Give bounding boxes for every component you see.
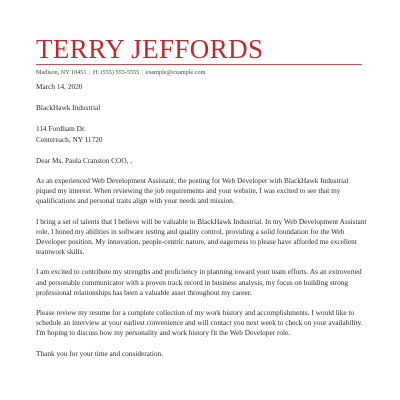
letter-body [36, 82, 368, 359]
header-divider [36, 64, 362, 65]
paragraph-closing-request: Please review my resume for a complete collection of my work history and accomplishments. I would like to schedule an interview at your earliest convenience and will contact you next week to check on your availability. I'm hoping to discuss how my personality and work history fit the Web Developer role. [36, 308, 363, 338]
contact-line [36, 68, 205, 77]
paragraph-talents: I bring a set of talents that I believe will be valuable to BlackHawk Industrial. In my Web Development Assistant role, I honed my abilities in software testing and quality control, providing a solid foundation for the Web Developer position. My innovation, people-centric nature, and eagerness to please have afforded me excellent teamwork skills. [36, 216, 367, 257]
salutation: Dear Ms. Paula Cranston COO, , [36, 155, 133, 165]
contact-separator: | [89, 69, 91, 76]
applicant-name: TERRY JEFFORDS [36, 34, 264, 64]
closing-line: Thank you for your time and consideration. [36, 348, 164, 358]
contact-separator: | [141, 69, 144, 76]
letter-date: March 14, 2020 [36, 82, 83, 91]
recipient-city: Centereach, NY 11720 [36, 134, 103, 144]
recipient-street: 114 Fordham Dr. [36, 124, 86, 134]
recipient-company: BlackHawk Industrial [36, 103, 101, 113]
contact-address: Madison, NY 10451 [36, 69, 87, 76]
paragraph-strengths: I am excited to contribute my strengths and proficiency in planning toward your team efforts. As an extroverted and personable communicator with a proven track record in business analysis, my focus on building strong professional relationships has been a valuable asset throughout my career. [36, 267, 362, 297]
paragraph-intro: As an experienced Web Development Assistant, the posting for Web Developer with BlackHawk Industrial piqued my interest. When reviewing the job requirements and your website, I was excited to see that my qualifications and personal traits align with your needs and mission. [36, 176, 349, 206]
contact-phone: H: (555) 555-5555 [92, 69, 140, 76]
contact-email: example@example.com [145, 69, 206, 76]
